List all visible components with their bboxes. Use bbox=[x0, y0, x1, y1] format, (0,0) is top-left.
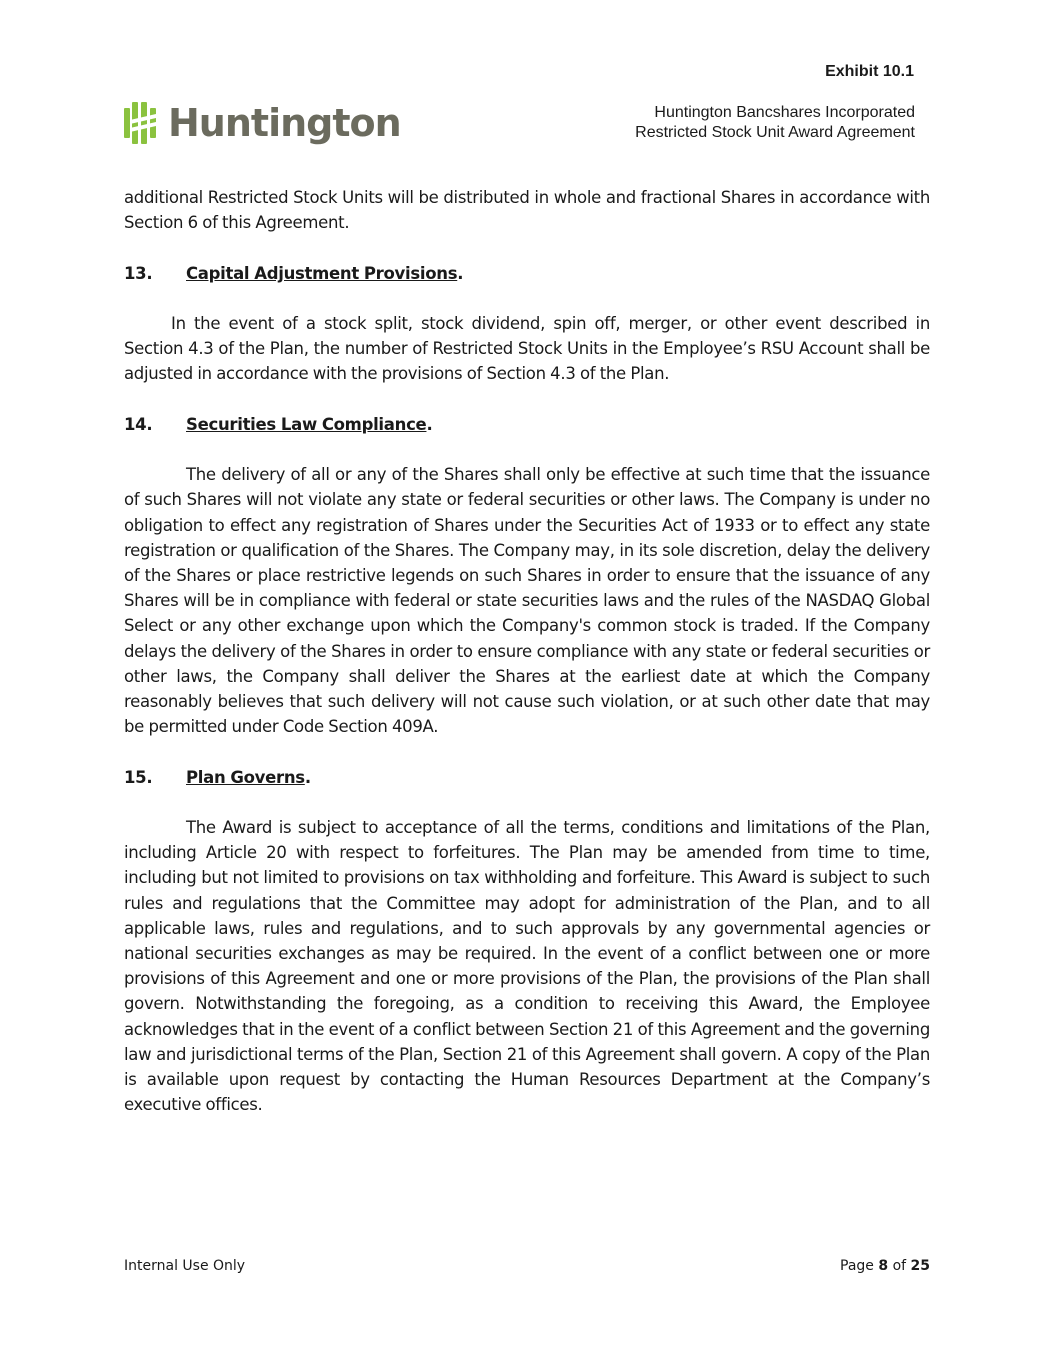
carryover-paragraph: additional Restricted Stock Units will be distributed in whole and fractional Shares in accordance with Section 6 of this Agreement. bbox=[124, 188, 930, 233]
document-body bbox=[124, 185, 930, 1143]
page-number bbox=[840, 1258, 930, 1274]
logo-wordmark: Huntington bbox=[168, 101, 401, 145]
section-number: 14. bbox=[124, 414, 153, 434]
page-of: of bbox=[892, 1258, 907, 1274]
page-footer bbox=[124, 1258, 930, 1274]
section-paragraph-13: In the event of a stock split, stock dividend, spin off, merger, or other event described in Section 4.3 of the Plan, the number of Restricted Stock Units in the Employee’s RSU Account shall be adjusted in accordance with the provisions of Section 4.3 of the Plan. bbox=[124, 313, 930, 384]
section-heading-13 bbox=[124, 261, 930, 286]
section-paragraph-15: The Award is subject to acceptance of all the terms, conditions and limitations of the Plan, including Article 20 with respect to forfeitures. The Plan may be amended from time to time, including but not limited to provisions on tax withholding and forfeiture. This Award is subject to such rules and regulations that the Committee may adopt for administration of the Plan, and to all applicable laws, rules and regulations, and to such approvals by any governmental agencies or national securities exchanges as may be required. In the event of a conflict between one or more provisions of this Agreement and one or more provisions of the Plan, the provisions of the Plan shall govern. Notwithstanding the foregoing, as a condition to receiving this Award, the Employee acknowledges that in the event of a conflict between Section 21 of this Agreement and the governing law and jurisdictional terms of the Plan, Section 21 of this Agreement shall govern. A copy of the Plan is available upon request by contacting the Human Resources Department at the Company’s executive offices. bbox=[124, 817, 930, 1115]
heading-period: . bbox=[457, 263, 464, 283]
section-title: Plan Governs bbox=[186, 767, 305, 787]
heading-period: . bbox=[304, 767, 311, 787]
huntington-logo bbox=[122, 100, 401, 146]
huntington-logo-icon bbox=[122, 100, 162, 146]
heading-period: . bbox=[426, 414, 433, 434]
exhibit-label: Exhibit 10.1 bbox=[825, 63, 914, 80]
document-title: Restricted Stock Unit Award Agreement bbox=[635, 124, 915, 141]
footer-classification: Internal Use Only bbox=[124, 1258, 246, 1274]
page-current: 8 bbox=[878, 1258, 889, 1274]
page-label: Page bbox=[840, 1258, 874, 1274]
section-title: Securities Law Compliance bbox=[186, 414, 427, 434]
page-total: 25 bbox=[910, 1258, 930, 1274]
section-heading-14 bbox=[124, 412, 930, 437]
section-number: 15. bbox=[124, 767, 153, 787]
section-paragraph-14: The delivery of all or any of the Shares shall only be effective at such time that the issuance of such Shares will not violate any state or federal securities or other laws. The Company is under no obligation to effect any registration of Shares under the Securities Act of 1933 or to effect any state registration or qualification of the Shares. The Company may, in its sole discretion, delay the delivery of the Shares or place restrictive legends on such Shares in order to ensure that the issuance of any Shares will be in compliance with federal or state securities laws and the rules of the NASDAQ Global Select or any other exchange upon which the Company's common stock is traded. If the Company delays the delivery of the Shares in order to ensure compliance with any state or federal securities or other laws, the Company shall deliver the Shares at the earliest date at which the Company reasonably believes that such delivery will not cause such violation, or at such other date that may be permitted under Code Section 409A. bbox=[124, 465, 930, 737]
section-title: Capital Adjustment Provisions bbox=[186, 263, 458, 283]
company-name: Huntington Bancshares Incorporated bbox=[654, 104, 915, 121]
section-heading-15 bbox=[124, 765, 930, 790]
document-header bbox=[635, 103, 915, 143]
section-number: 13. bbox=[124, 263, 153, 283]
